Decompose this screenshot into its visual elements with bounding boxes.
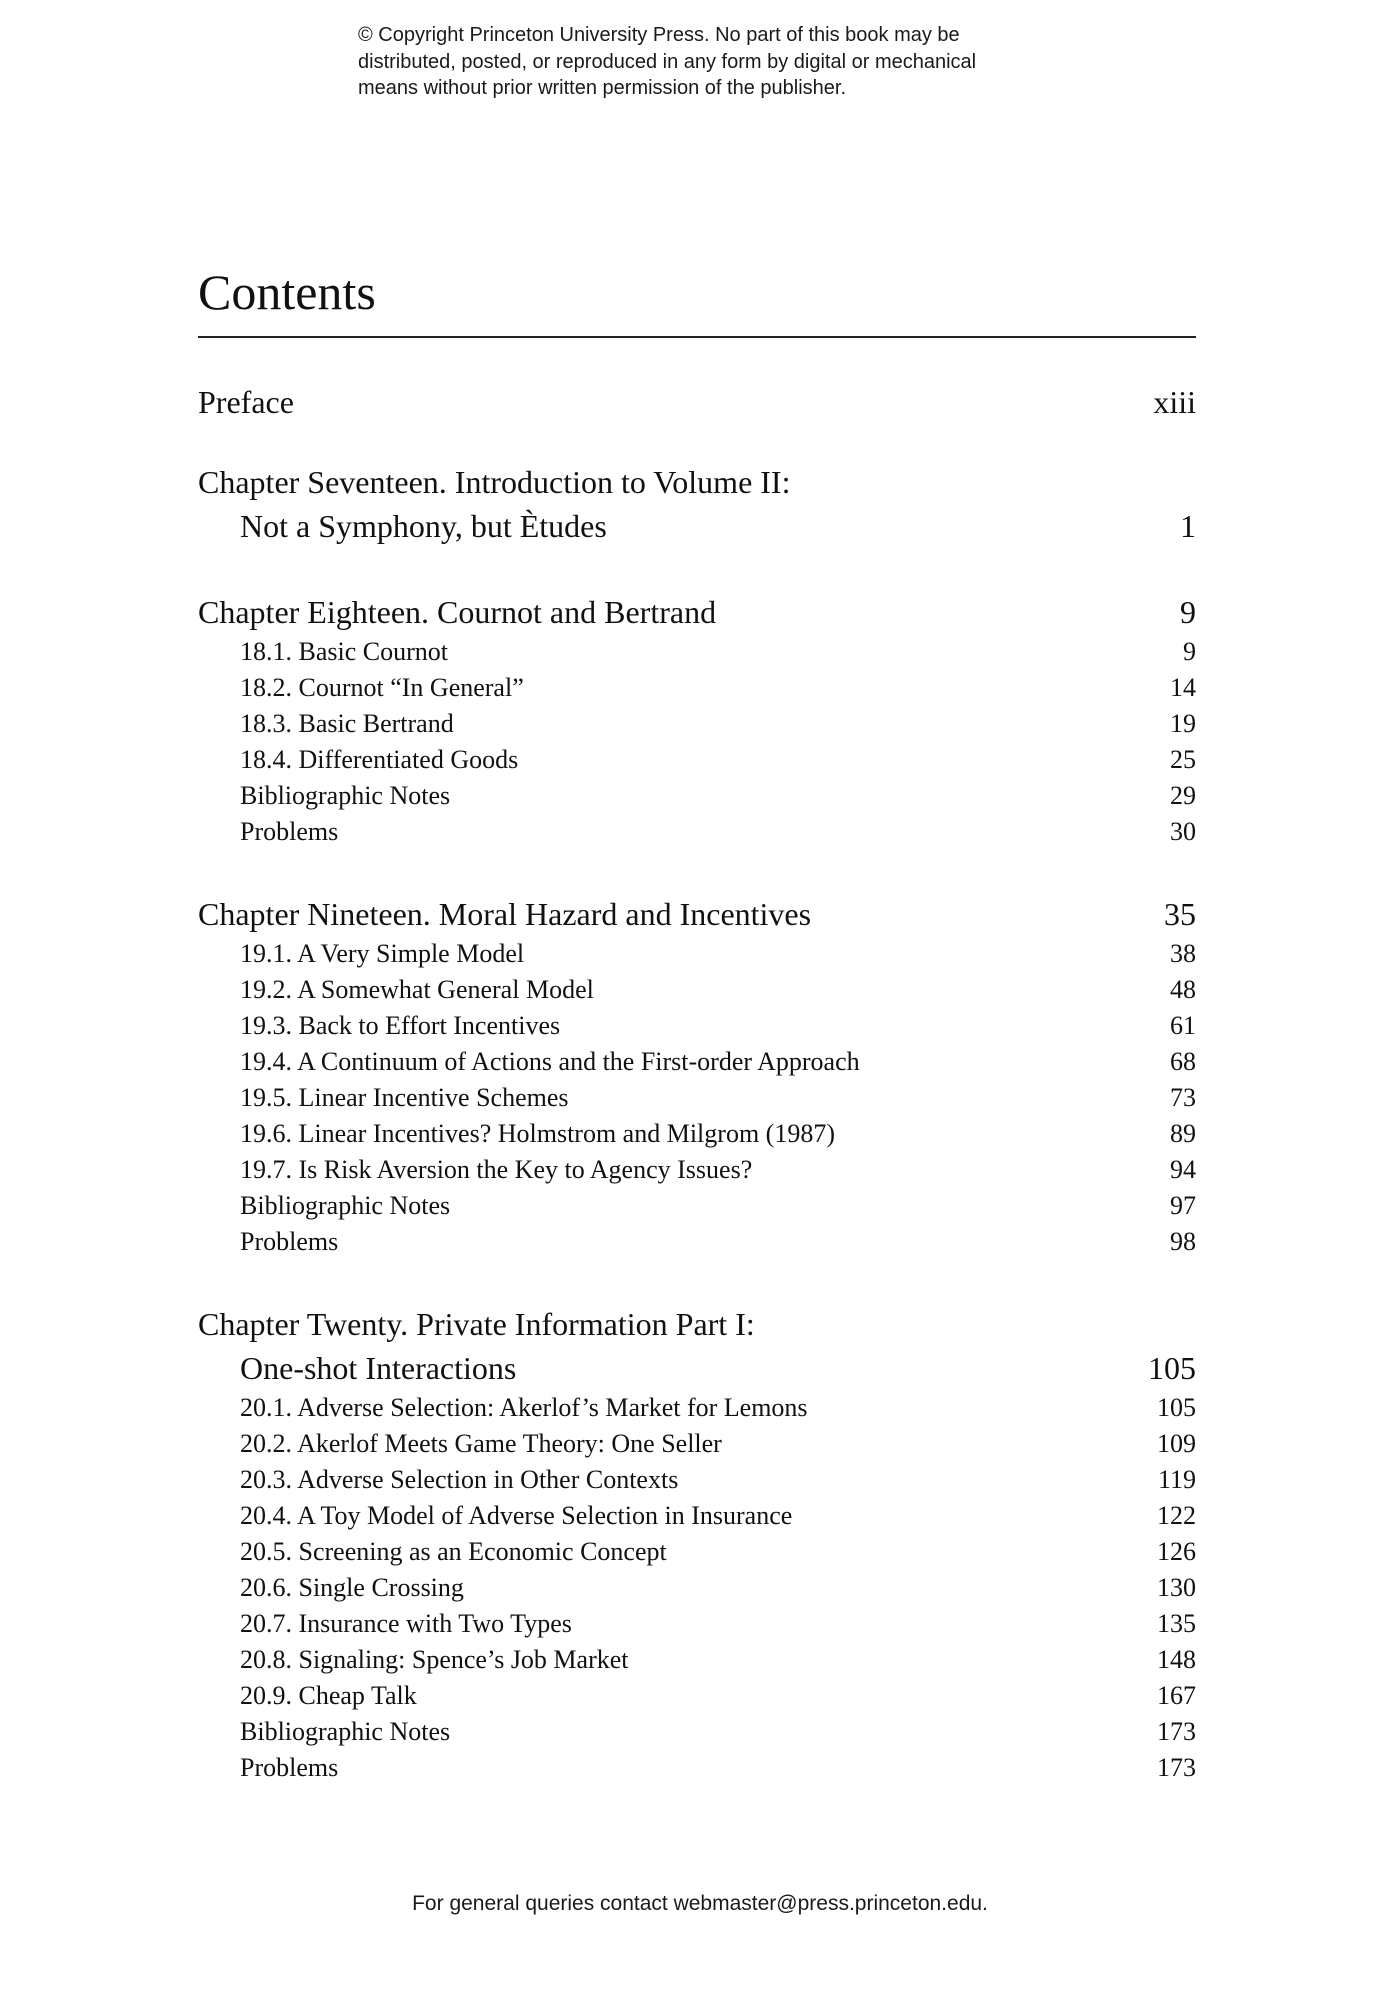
section-page: 73 — [1170, 1083, 1196, 1112]
section-label: Bibliographic Notes — [240, 1717, 451, 1746]
section-page: 105 — [1157, 1393, 1196, 1422]
toc-chapter-19[interactable] — [198, 892, 1196, 936]
toc-section[interactable] — [198, 1188, 1196, 1224]
toc-section[interactable] — [198, 1462, 1196, 1498]
copyright-line: distributed, posted, or reproduced in any form by digital or mechanical — [358, 50, 977, 73]
section-page: 122 — [1157, 1501, 1196, 1530]
section-page: 97 — [1170, 1191, 1196, 1220]
section-page: 38 — [1170, 939, 1196, 968]
toc-section[interactable] — [198, 1044, 1196, 1080]
toc-chapter-18[interactable] — [198, 590, 1196, 634]
section-label: 18.4. Differentiated Goods — [240, 745, 519, 774]
section-label: 18.2. Cournot “In General” — [240, 673, 524, 702]
chapter-page: 105 — [1148, 1350, 1196, 1386]
section-label: 20.1. Adverse Selection: Akerlof’s Market for Lemons — [240, 1393, 808, 1422]
section-page: 109 — [1157, 1429, 1196, 1458]
section-page: 173 — [1157, 1753, 1196, 1782]
toc-section[interactable] — [198, 1642, 1196, 1678]
section-page: 25 — [1170, 745, 1196, 774]
toc-section[interactable] — [198, 1080, 1196, 1116]
toc-section[interactable] — [198, 742, 1196, 778]
toc-section[interactable] — [198, 1008, 1196, 1044]
toc-section[interactable] — [198, 1750, 1196, 1786]
chapter-page: 1 — [1180, 508, 1196, 544]
section-label: 20.8. Signaling: Spence’s Job Market — [240, 1645, 629, 1674]
copyright-line: means without prior written permission of the publisher. — [358, 77, 847, 99]
section-page: 173 — [1157, 1717, 1196, 1746]
section-label: 19.7. Is Risk Aversion the Key to Agency Issues? — [240, 1155, 753, 1184]
section-label: 20.2. Akerlof Meets Game Theory: One Seller — [240, 1429, 722, 1458]
section-page: 89 — [1170, 1119, 1196, 1148]
toc-section[interactable] — [198, 1678, 1196, 1714]
section-page: 9 — [1183, 637, 1196, 666]
chapter-title-cont: One-shot Interactions — [240, 1350, 517, 1386]
section-label: 20.9. Cheap Talk — [240, 1681, 417, 1710]
toc-section[interactable] — [198, 706, 1196, 742]
toc-chapter-17[interactable] — [198, 460, 1196, 504]
section-label: 19.4. A Continuum of Actions and the First-order Approach — [240, 1047, 860, 1076]
section-page: 148 — [1157, 1645, 1196, 1674]
toc-section[interactable] — [198, 1152, 1196, 1188]
toc-section[interactable] — [198, 1606, 1196, 1642]
toc-section[interactable] — [198, 1498, 1196, 1534]
section-page: 14 — [1170, 673, 1196, 702]
section-page: 61 — [1170, 1011, 1196, 1040]
section-page: 126 — [1157, 1537, 1196, 1566]
section-label: 20.4. A Toy Model of Adverse Selection in Insurance — [240, 1501, 793, 1530]
section-label: 20.5. Screening as an Economic Concept — [240, 1537, 667, 1566]
section-label: Problems — [240, 1753, 339, 1782]
section-label: 18.3. Basic Bertrand — [240, 709, 454, 738]
section-label: 19.1. A Very Simple Model — [240, 939, 525, 968]
table-of-contents — [198, 380, 1196, 1786]
toc-section[interactable] — [198, 670, 1196, 706]
toc-section[interactable] — [198, 814, 1196, 850]
toc-section[interactable] — [198, 1426, 1196, 1462]
toc-section[interactable] — [198, 1570, 1196, 1606]
toc-chapter-17-cont[interactable] — [198, 504, 1196, 548]
section-page: 94 — [1170, 1155, 1196, 1184]
toc-preface[interactable] — [198, 380, 1196, 424]
toc-section[interactable] — [198, 1116, 1196, 1152]
toc-section[interactable] — [198, 1224, 1196, 1260]
chapter-title: Chapter Seventeen. Introduction to Volume II: — [198, 464, 791, 500]
title-rule — [198, 336, 1196, 338]
section-label: Bibliographic Notes — [240, 781, 451, 810]
chapter-page: 9 — [1180, 594, 1196, 630]
page-title: Contents — [198, 264, 376, 320]
chapter-title: Chapter Nineteen. Moral Hazard and Incentives — [198, 896, 812, 932]
section-label: 19.2. A Somewhat General Model — [240, 975, 594, 1004]
section-label: 20.3. Adverse Selection in Other Contexts — [240, 1465, 679, 1494]
chapter-page: 35 — [1164, 896, 1196, 932]
toc-chapter-20-cont[interactable] — [198, 1346, 1196, 1390]
section-label: 20.7. Insurance with Two Types — [240, 1609, 572, 1638]
toc-section[interactable] — [198, 972, 1196, 1008]
section-page: 30 — [1170, 817, 1196, 846]
section-page: 29 — [1170, 781, 1196, 810]
section-label: 19.6. Linear Incentives? Holmstrom and Milgrom (1987) — [240, 1119, 835, 1148]
toc-section[interactable] — [198, 1534, 1196, 1570]
toc-preface-label: Preface — [198, 384, 294, 420]
section-label: 19.3. Back to Effort Incentives — [240, 1011, 561, 1040]
section-page: 135 — [1157, 1609, 1196, 1638]
section-page: 130 — [1157, 1573, 1196, 1602]
section-label: 20.6. Single Crossing — [240, 1573, 464, 1602]
toc-section[interactable] — [198, 634, 1196, 670]
chapter-title-cont: Not a Symphony, but Ètudes — [240, 508, 607, 544]
copyright-line: © Copyright Princeton University Press. No part of this book may be — [358, 24, 960, 46]
section-page: 19 — [1170, 709, 1196, 738]
copyright-notice — [358, 22, 1078, 102]
section-page: 167 — [1157, 1681, 1196, 1710]
toc-chapter-20[interactable] — [198, 1302, 1196, 1346]
toc-section[interactable] — [198, 1714, 1196, 1750]
section-page: 119 — [1157, 1465, 1196, 1494]
section-label: Bibliographic Notes — [240, 1191, 451, 1220]
chapter-title: Chapter Eighteen. Cournot and Bertrand — [198, 594, 717, 630]
section-label: Problems — [240, 1227, 339, 1256]
toc-preface-page: xiii — [1153, 384, 1196, 420]
toc-section[interactable] — [198, 936, 1196, 972]
section-label: Problems — [240, 817, 339, 846]
chapter-title: Chapter Twenty. Private Information Part I: — [198, 1306, 755, 1342]
section-page: 48 — [1170, 975, 1196, 1004]
footer-contact: For general queries contact webmaster@press.princeton.edu. — [412, 1892, 988, 1915]
section-page: 68 — [1170, 1047, 1196, 1076]
toc-section[interactable] — [198, 778, 1196, 814]
section-page: 98 — [1170, 1227, 1196, 1256]
toc-section[interactable] — [198, 1390, 1196, 1426]
section-label: 19.5. Linear Incentive Schemes — [240, 1083, 569, 1112]
section-label: 18.1. Basic Cournot — [240, 637, 448, 666]
